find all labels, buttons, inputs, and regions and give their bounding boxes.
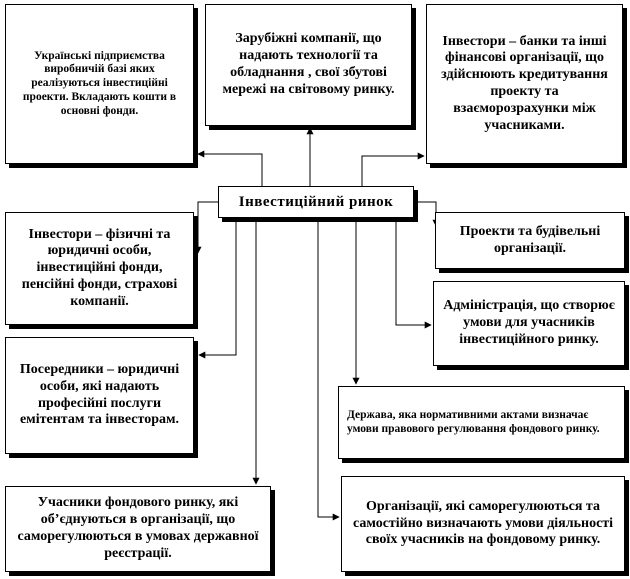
node-projects-construction: Проекти та будівельні організації. bbox=[435, 212, 625, 269]
arrow-to-administration bbox=[396, 220, 431, 325]
node-investors-banks: Інвестори – банки та інші фінансові організації, що здійснюють кредитування проекту та взаєморозрахунки між учасниками. bbox=[426, 4, 623, 164]
node-stock-participants: Учасники фондового ринку, які об’єднуються в організації, що саморегулюються в умовах державної реєстрації. bbox=[5, 486, 271, 572]
node-foreign-companies: Зарубіжні компанії, що надають технології та обладнання , свої збутові мережі на світовому ринку. bbox=[205, 4, 412, 126]
node-administration: Адміністрація, що створює умови для учасників інвестиційного ринку. bbox=[433, 281, 625, 366]
arrow-to-investors-individuals bbox=[198, 202, 218, 253]
node-intermediaries: Посередники – юридичні особи, які надають професійні послуги емітентам та інвесторам. bbox=[5, 337, 194, 454]
arrow-to-ukr-enterprises bbox=[198, 154, 262, 186]
node-ukr-enterprises: Українські підприємства виробничій базі яких реалізуються інвестиційні проекти. Вкладають кошти в основні фонди. bbox=[5, 4, 194, 164]
node-investors-individuals: Інвестори – фізичні та юридичні особи, інвестиційні фонди, пенсійні фонди, страхові компанії. bbox=[5, 212, 194, 325]
center-investment-market: Інвестиційний ринок bbox=[218, 186, 414, 218]
arrow-to-investors-banks bbox=[362, 156, 424, 186]
node-self-regulating-orgs: Організації, які саморегулюються та самостійно визначають умови діяльності своїх учасників на фондовому ринку. bbox=[341, 476, 625, 572]
arrow-to-intermediaries bbox=[199, 220, 236, 355]
node-state: Держава, яка нормативними актами визначає умови правового регулювання фондового ринку. bbox=[338, 386, 625, 459]
arrow-to-projects-construction bbox=[414, 202, 436, 226]
arrow-to-self-regulating-orgs bbox=[318, 220, 339, 517]
